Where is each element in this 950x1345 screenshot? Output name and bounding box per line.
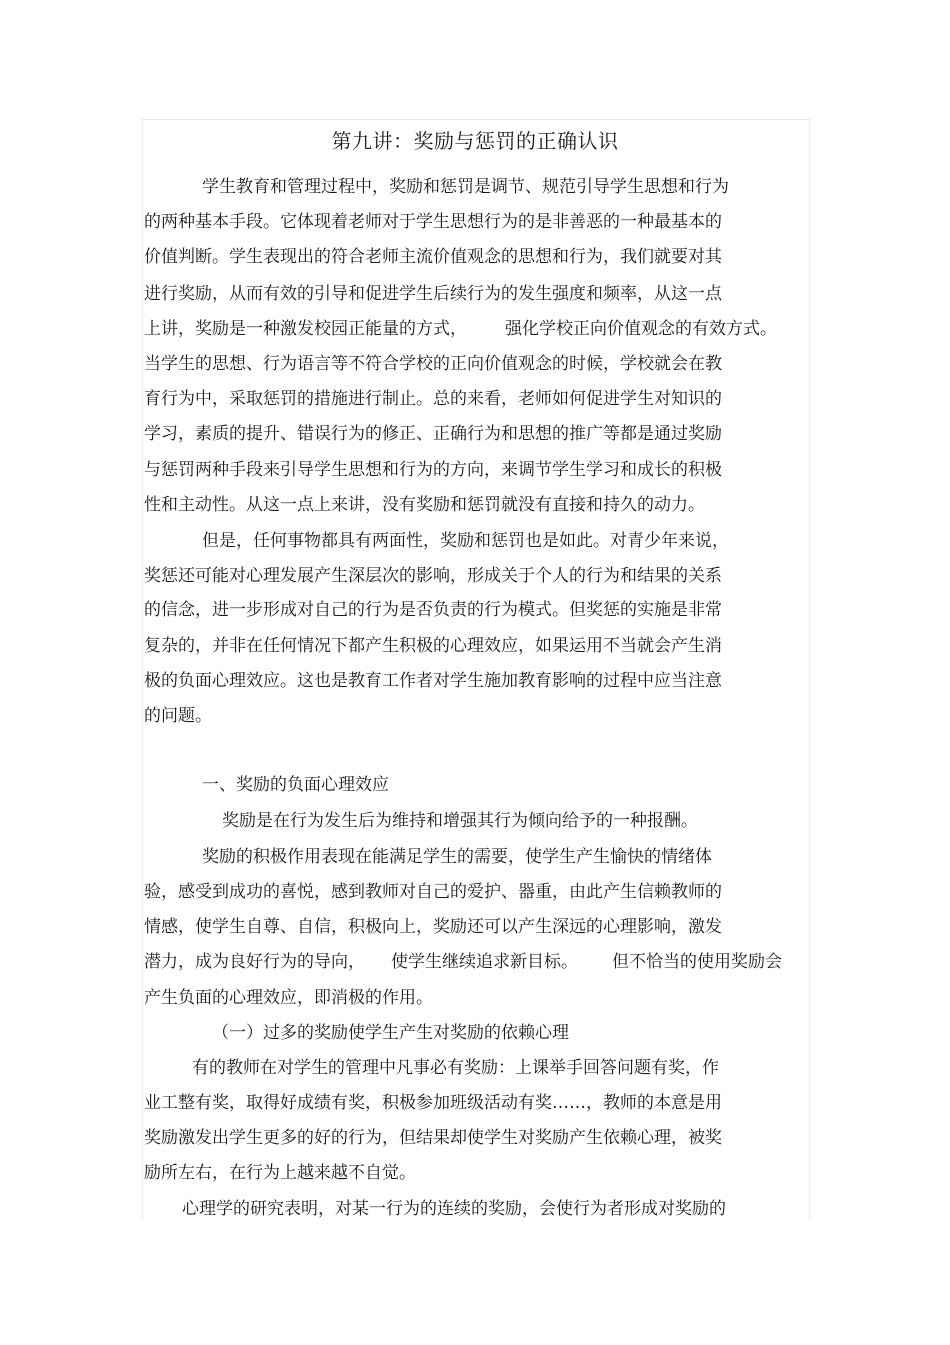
body-text-line: 极的负面心理效应。这也是教育工作者对学生施加教育影响的过程中应当注意 — [144, 671, 722, 691]
body-text-line: 奖励是在行为发生后为维持和增强其行为倾向给予的一种报酬。 — [222, 811, 698, 831]
body-text-line: 当学生的思想、行为语言等不符合学校的正向价值观念的时候，学校就会在教 — [144, 354, 722, 374]
body-text-line: 奖励激发出学生更多的好的行为，但结果却使学生对奖励产生依赖心理，被奖 — [144, 1128, 722, 1148]
body-text-line: 奖励的积极作用表现在能满足学生的需要，使学生产生愉快的情绪体 — [202, 847, 712, 867]
body-text-line: 的问题。 — [144, 706, 212, 726]
body-text-line: 学习，素质的提升、错误行为的修正、正确行为和思想的推广等都是通过奖励 — [144, 424, 722, 444]
body-text-line: 但不恰当的使用奖励会 — [612, 952, 782, 972]
body-text-line: 产生负面的心理效应，即消极的作用。 — [144, 988, 433, 1008]
body-text-line: 与惩罚两种手段来引导学生思想和行为的方向，来调节学生学习和成长的积极 — [144, 460, 722, 480]
body-text-line: 的两种基本手段。它体现着老师对于学生思想行为的是非善恶的一种最基本的 — [144, 212, 722, 232]
body-text-line: 业工整有奖，取得好成绩有奖，积极参加班级活动有奖……，教师的本意是用 — [144, 1093, 722, 1113]
body-text-line: 潜力，成为良好行为的导向， — [144, 952, 365, 972]
document-title: 第九讲：奖励与惩罚的正确认识 — [331, 129, 619, 153]
body-text-line: 励所左右，在行为上越来越不自觉。 — [144, 1163, 416, 1183]
body-text-line: 育行为中，采取惩罚的措施进行制止。总的来看，老师如何促进学生对知识的 — [144, 389, 722, 409]
body-text-line: 性和主动性。从这一点上来讲，没有奖励和惩罚就没有直接和持久的动力。 — [144, 495, 705, 515]
body-text-line: 价值判断。学生表现出的符合老师主流价值观念的思想和行为，我们就要对其 — [144, 247, 722, 267]
body-text-line: 验，感受到成功的喜悦，感到教师对自己的爱护、器重，由此产生信赖教师的 — [144, 882, 722, 902]
body-text-line: 上讲，奖励是一种激发校园正能量的方式， — [144, 319, 467, 339]
body-text-line: 有的教师在对学生的管理中凡事必有奖励：上课举手回答问题有奖，作 — [192, 1058, 719, 1078]
body-text-line: 进行奖励，从而有效的引导和促进学生后续行为的发生强度和频率，从这一点 — [144, 284, 722, 304]
body-text-line: 心理学的研究表明，对某一行为的连续的奖励，会使行为者形成对奖励的 — [182, 1199, 726, 1219]
body-text-line: 奖惩还可能对心理发展产生深层次的影响，形成关于个人的行为和结果的关系 — [144, 566, 722, 586]
body-text-line: 复杂的，并非在任何情况下都产生积极的心理效应，如果运用不当就会产生消 — [144, 636, 722, 656]
body-text-line: 情感，使学生自尊、自信，积极向上，奖励还可以产生深远的心理影响，激发 — [144, 917, 722, 937]
body-text-line: 但是，任何事物都具有两面性，奖励和惩罚也是如此。对青少年来说， — [202, 531, 729, 551]
body-text-line: 强化学校正向价值观念的有效方式。 — [505, 319, 777, 339]
body-text-line: 学生教育和管理过程中，奖励和惩罚是调节、规范引导学生思想和行为 — [202, 177, 729, 197]
subsection-heading: （一）过多的奖励使学生产生对奖励的依赖心理 — [212, 1023, 569, 1043]
body-text-line: 使学生继续追求新目标。 — [391, 952, 578, 972]
section-heading: 一、奖励的负面心理效应 — [202, 775, 389, 795]
body-text-line: 的信念，进一步形成对自己的行为是否负责的行为模式。但奖惩的实施是非常 — [144, 600, 722, 620]
